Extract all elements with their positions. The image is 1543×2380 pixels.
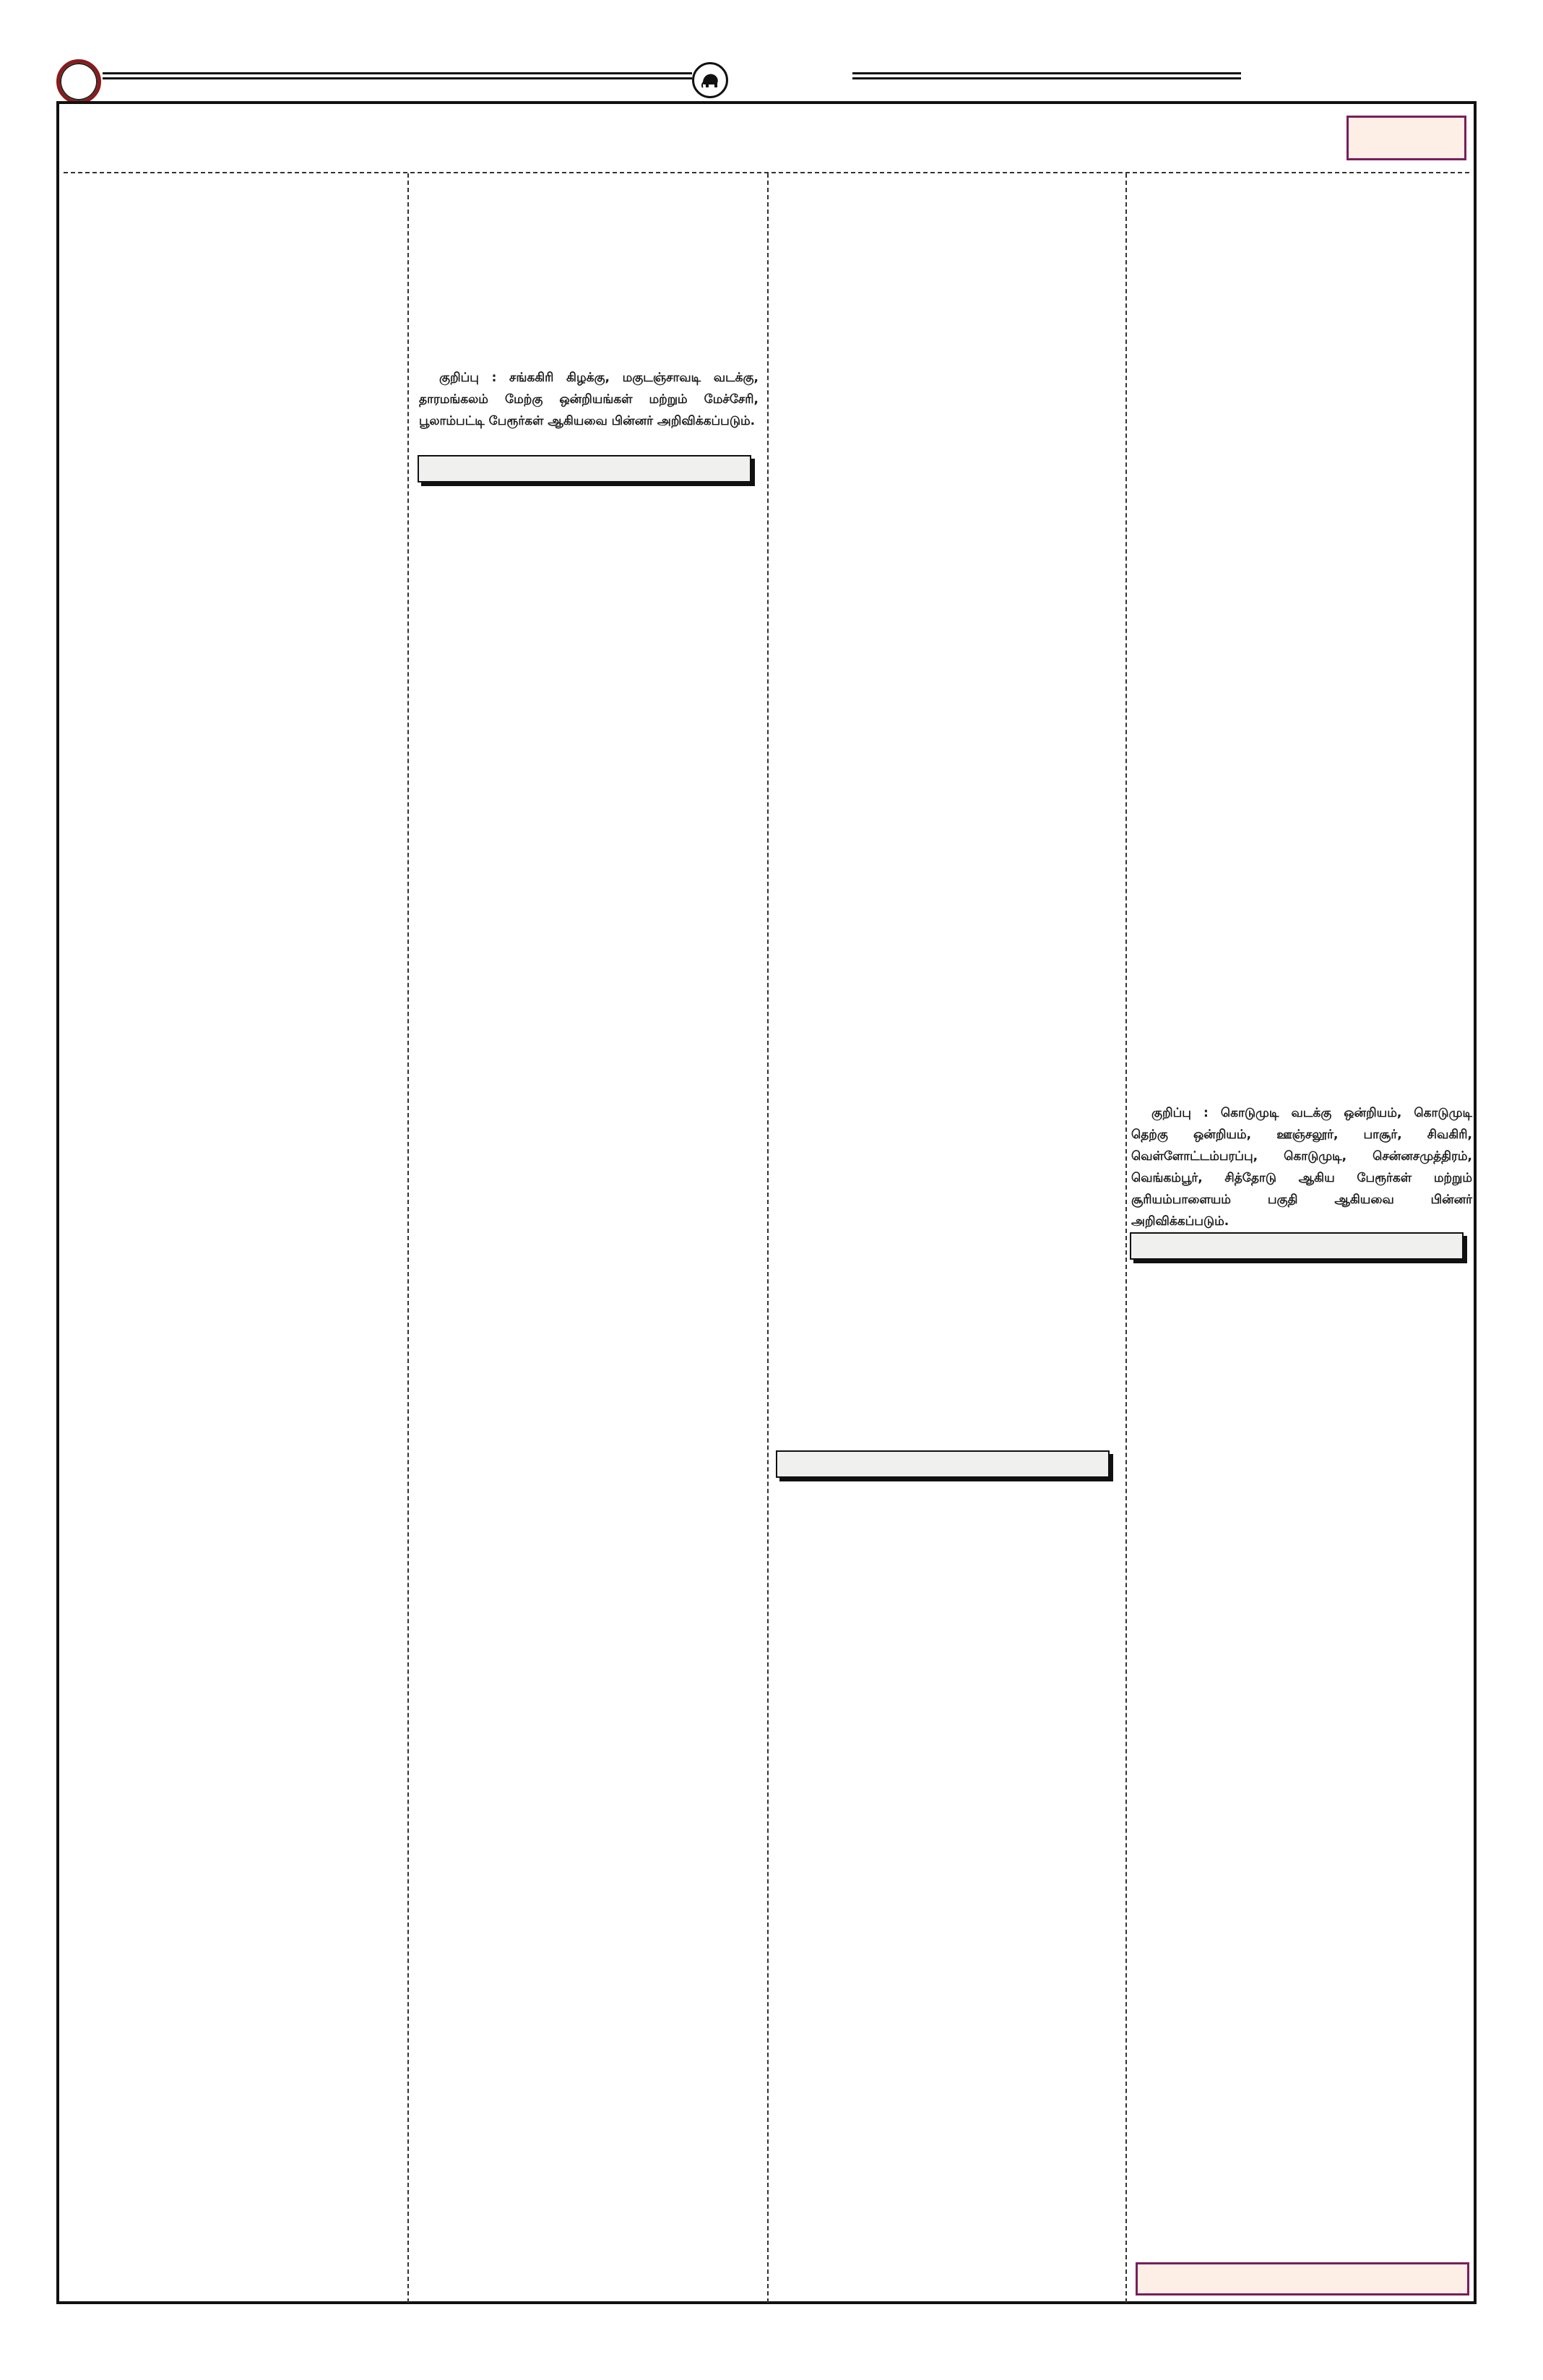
column-4-heading-bar — [1130, 1232, 1464, 1260]
column-3-heading-bar — [776, 1450, 1110, 1478]
header-dashed-rule — [64, 172, 1469, 173]
footer-box — [1136, 2262, 1469, 2295]
column-2-heading-bar — [418, 455, 751, 483]
header-rule-left — [103, 72, 692, 79]
column-divider-3 — [1125, 173, 1127, 2303]
column-divider-1 — [407, 173, 409, 2303]
header-rule-right — [852, 72, 1241, 79]
elephant-emblem-svg — [699, 69, 722, 92]
page-marker-circle-icon — [56, 59, 101, 104]
column-4-note: குறிப்பு : கொடுமுடி வடக்கு ஒன்றியம், கொடுமுடி தெற்கு ஒன்றியம், ஊஞ்சலூர், பாசூர், சிவகிரி, வெள்ளோட்டம்பரப்பு, கொடுமுடி, சென்னசமுத்திரம், வெங்கம்பூர், சித்தோடு ஆகிய பேரூர்கள் மற்றும் சூரியம்பாளையம் பகுதி ஆகியவை பின்னர் அறிவிக்கப்படும். — [1131, 1106, 1472, 1229]
column-divider-2 — [767, 173, 769, 2303]
date-box — [1347, 116, 1466, 160]
elephant-emblem-icon — [692, 62, 728, 98]
column-2-note: குறிப்பு : சங்ககிரி கிழக்கு, மகுடஞ்சாவடி வடக்கு, தாரமங்கலம் மேற்கு ஒன்றியங்கள் மற்றும் மேச்சேரி, பூலாம்பட்டி பேரூர்கள் ஆகியவை பின்னர் அறிவிக்கப்படும். — [419, 371, 758, 428]
